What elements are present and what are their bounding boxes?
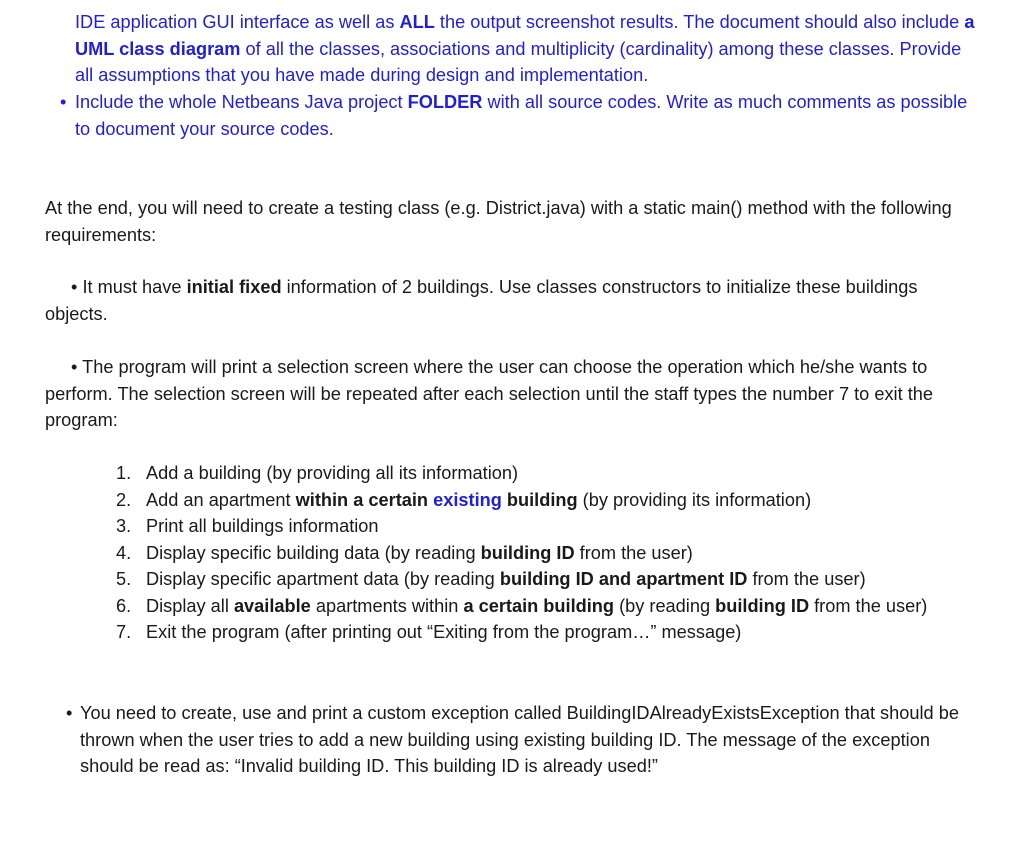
bold-text: FOLDER [407,92,483,112]
menu-item-text: (by reading [614,595,716,616]
bullet-marker: • [60,92,67,112]
bold-text: a UML class diagram [75,12,975,59]
menu-list [116,460,966,646]
bold-text: building ID [715,595,810,616]
menu-item-text: Add an apartment [146,489,296,510]
menu-item-number: 7. [116,622,132,642]
bold-text: initial fixed [186,277,282,297]
text-run: the output screenshot results. The document should also include [434,12,965,32]
requirement-selection-screen [45,354,965,434]
text-run: with all source codes. Write as much comments as possible to document your source codes. [75,92,968,139]
menu-item-text: Add a building (by providing all its information) [146,463,519,483]
text-run: It must have [82,277,187,297]
menu-item-text: Display all [146,595,234,616]
menu-item-number: 2. [116,489,132,510]
menu-item [116,566,966,593]
menu-item [116,460,966,487]
menu-item-text: apartments within [310,595,464,616]
bold-text: building ID and apartment ID [499,569,748,589]
menu-item-number: 1. [116,463,132,483]
menu-item-text: Display specific apartment data (by reading [146,569,500,589]
project-folder-text [75,92,967,139]
bold-text: existing [433,489,502,510]
text-run: information of 2 buildings. Use classes constructors to initialize these buildings objects. [45,277,918,324]
intro-paragraph: At the end, you will need to create a testing class (e.g. District.java) with a static main() method with the following requirements: [45,198,952,245]
menu-item-text: from the user) [809,595,928,616]
menu-item-text: Print all buildings information [146,516,379,536]
menu-item [116,540,966,567]
menu-item [116,487,966,514]
requirement-initial-text [45,277,917,324]
bold-text: a certain building [463,595,615,616]
bullet-marker: • [71,357,78,377]
bold-text: ALL [399,12,435,32]
selection-screen-text: The program will print a selection screen where the user can choose the operation which he/she wants to perform. The selection screen will be repeated after each selection until the staff types the number 7 to exit the program: [45,357,933,430]
menu-item-text: (by providing its information) [577,489,812,510]
requirement-initial-buildings [45,274,980,327]
bold-text: available [233,595,311,616]
menu-item-number: 3. [116,516,132,536]
menu-item-text: Display specific building data (by reading [146,542,481,563]
menu-item-number: 6. [116,595,132,616]
menu-item [116,619,966,646]
menu-item-text: from the user) [747,569,866,589]
bold-text: within a certain [295,489,429,510]
menu-item [116,513,966,540]
requirement-custom-exception: You need to create, use and print a custom exception called BuildingIDAlreadyExistsException that should be thrown when the user tries to add a new building using existing building ID. The message of the exception should be read as: “Invalid building ID. This building ID is already used!” [80,703,959,776]
top-bullet-continuation [75,9,980,89]
bold-text: building ID [480,542,575,563]
menu-item-number: 5. [116,569,132,589]
menu-item-number: 4. [116,542,132,563]
text-run: Include the whole Netbeans Java project [75,92,408,112]
text-run: IDE application GUI interface as well as [75,12,400,32]
menu-item-text: from the user) [574,542,693,563]
top-bullet-project-folder [75,89,980,142]
bullet-marker: • [66,703,73,723]
bold-text: building [506,489,578,510]
menu-item [116,593,966,620]
continuation-text [75,12,974,85]
text-run: of all the classes, associations and multiplicity (cardinality) among these classes. Provide all assumptions that you have made during design and implementation. [75,38,962,85]
menu-item-text: Exit the program (after printing out “Exiting from the program…” message) [146,622,742,642]
bullet-marker: • [71,277,78,297]
